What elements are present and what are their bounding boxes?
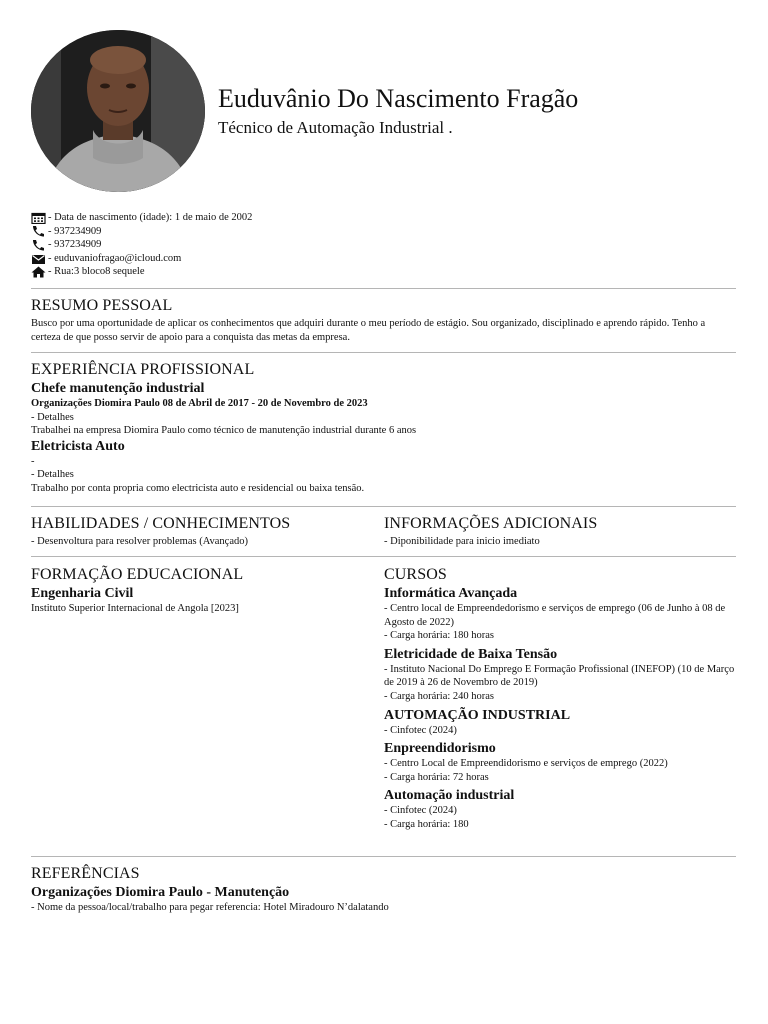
contact-email bbox=[31, 252, 252, 266]
section-heading: REFERÊNCIAS bbox=[31, 865, 140, 882]
summary-section bbox=[31, 297, 736, 344]
contact-phone bbox=[31, 238, 252, 252]
section-heading: RESUMO PESSOAL bbox=[31, 297, 173, 314]
contact-text: - euduvaniofragao@icloud.com bbox=[48, 252, 182, 264]
contact-list bbox=[31, 211, 252, 279]
courses-section bbox=[384, 566, 736, 832]
section-heading: INFORMAÇÕES ADICIONAIS bbox=[384, 515, 598, 532]
education-detail: Instituto Superior Internacional de Angola [2023] bbox=[31, 603, 239, 614]
course-title: Automação industrial bbox=[384, 788, 515, 804]
contact-text: - 937234909 bbox=[48, 239, 102, 251]
reference-detail: - Nome da pessoa/local/trabalho para pegar referencia: Hotel Miradouro N’dalatando bbox=[31, 902, 389, 913]
contact-address bbox=[31, 265, 252, 279]
candidate-name: Euduvânio Do Nascimento Fragão bbox=[218, 84, 579, 113]
course-place: - Centro Local de Empreendidorismo e serviços de emprego (2022) bbox=[384, 758, 668, 770]
contact-text: - Rua:3 bloco8 sequele bbox=[48, 266, 145, 278]
course-place: - Cinfotec (2024) bbox=[384, 724, 457, 736]
experience-section bbox=[31, 361, 736, 496]
course-title: AUTOMAÇÃO INDUSTRIAL bbox=[384, 707, 571, 723]
calendar-icon bbox=[31, 212, 46, 224]
section-heading: FORMAÇÃO EDUCACIONAL bbox=[31, 566, 244, 583]
education-section bbox=[31, 566, 371, 616]
course-hours: - Carga horária: 240 horas bbox=[384, 690, 495, 702]
course-hours: - Carga horária: 180 horas bbox=[384, 630, 495, 642]
skills-section bbox=[31, 515, 371, 549]
phone-icon bbox=[31, 225, 46, 237]
section-heading: HABILIDADES / CONHECIMENTOS bbox=[31, 515, 291, 532]
job-details: Trabalhei na empresa Diomira Paulo como técnico de manutenção industrial durante 6 anos bbox=[31, 425, 417, 437]
course-title: Eletricidade de Baixa Tensão bbox=[384, 646, 558, 662]
divider bbox=[31, 288, 736, 289]
section-heading: EXPERIÊNCIA PROFISSIONAL bbox=[31, 361, 255, 378]
course-title: Enpreendidorismo bbox=[384, 741, 496, 757]
course-place: - Instituto Nacional Do Emprego E Formação Profissional (INEFOP) (10 de Março de 2019 à 26 de Novembro de 2019) bbox=[384, 663, 735, 689]
contact-phone bbox=[31, 225, 252, 239]
course-place: - Centro local de Empreendedorismo e serviços de emprego (06 de Junho à 08 de Agosto de 2022) bbox=[384, 603, 726, 628]
skill-item: - Desenvoltura para resolver problemas (Avançado) bbox=[31, 536, 249, 547]
additional-section bbox=[384, 515, 736, 549]
contact-birthdate bbox=[31, 211, 252, 225]
divider bbox=[31, 856, 736, 857]
job-details: Trabalho por conta propria como electricista auto e residencial ou baixa tensão. bbox=[31, 482, 365, 494]
contact-text: - Data de nascimento (idade): 1 de maio de 2002 bbox=[48, 212, 253, 223]
job-org: - bbox=[31, 455, 35, 467]
reference-title: Organizações Diomira Paulo - Manutenção bbox=[31, 885, 290, 900]
job-title: Eletricista Auto bbox=[31, 438, 125, 454]
contact-text: - 937234909 bbox=[48, 225, 102, 237]
home-icon bbox=[31, 266, 46, 278]
course-hours: - Carga horária: 72 horas bbox=[384, 771, 489, 783]
job-details-label: - Detalhes bbox=[31, 411, 74, 423]
job-details-label: - Detalhes bbox=[31, 469, 74, 481]
education-title: Engenharia Civil bbox=[31, 586, 134, 601]
job-org: Organizações Diomira Paulo 08 de Abril de 2017 - 20 de Novembro de 2023 bbox=[31, 398, 368, 409]
phone-icon bbox=[31, 239, 46, 251]
additional-item: - Diponibilidade para inicio imediato bbox=[384, 536, 540, 547]
job-title: Chefe manutenção industrial bbox=[31, 381, 205, 396]
candidate-title: Técnico de Automação Industrial . bbox=[218, 118, 453, 137]
section-heading: CURSOS bbox=[384, 566, 447, 583]
divider bbox=[31, 556, 736, 557]
divider bbox=[31, 352, 736, 353]
course-hours: - Carga horária: 180 bbox=[384, 818, 469, 830]
envelope-icon bbox=[31, 253, 46, 265]
summary-text: Busco por uma oportunidade de aplicar os conhecimentos que adquiri durante o meu período de estágio. Sou organizado, disciplinado e aprendo rápido. Tenho a certeza de que posso servir de apoio para a conquista das metas da empresa. bbox=[31, 318, 706, 343]
divider bbox=[31, 506, 736, 507]
references-section bbox=[31, 865, 736, 915]
profile-photo bbox=[31, 30, 205, 192]
course-place: - Cinfotec (2024) bbox=[384, 805, 457, 817]
course-title: Informática Avançada bbox=[384, 586, 518, 601]
